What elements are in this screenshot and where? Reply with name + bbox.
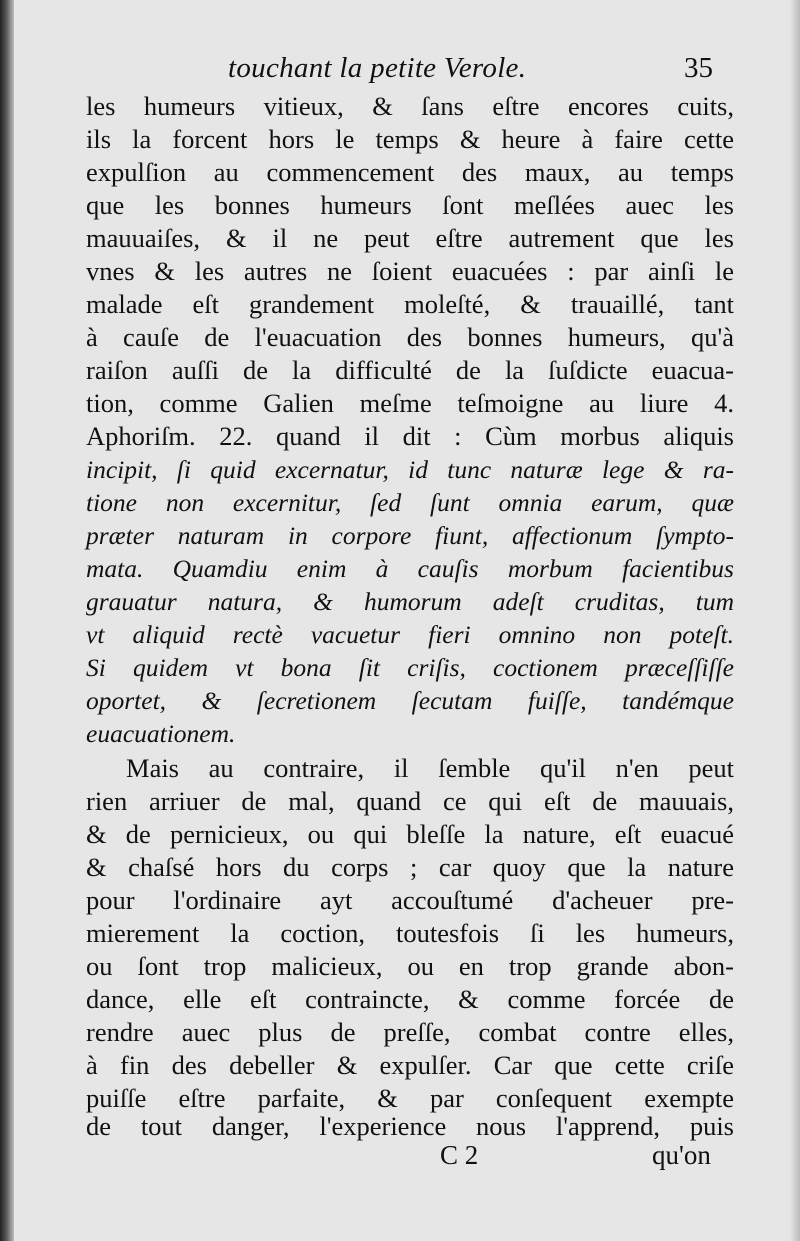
text-line: puiſſe eſtre parfaite, & par conſequent exempte	[86, 1083, 734, 1113]
text-line: rendre auec plus de preſſe, combat contre elles,	[86, 1017, 734, 1047]
latin-quote-line: euacuationem.	[86, 719, 236, 748]
page-number: 35	[684, 52, 713, 84]
text-line: à cauſe de l'euacuation des bonnes humeurs, qu'à	[86, 322, 734, 352]
latin-quote-line: oportet, & ſecretionem ſecutam fuiſſe, tandémque	[86, 686, 734, 715]
text-line: raiſon auſſi de la difficulté de la ſuſdicte euacua-	[86, 355, 734, 385]
text-line: tion, comme Galien meſme teſmoigne au liure 4.	[86, 388, 734, 418]
text-line: malade eſt grandement moleſté, & trauaillé, tant	[86, 289, 734, 319]
aphorism-line: Aphoriſm. 22. quand il dit : Cùm morbus aliquis	[86, 421, 734, 451]
signature-mark: C 2	[440, 1140, 479, 1170]
text-line: pour l'ordinaire ayt accouſtumé d'acheuer pre-	[86, 885, 734, 915]
text-line: dance, elle eſt contraincte, & comme forcée de	[86, 984, 734, 1014]
text-line: Mais au contraire, il ſemble qu'il n'en peut	[126, 753, 734, 783]
catchword: qu'on	[652, 1140, 711, 1170]
binding-gutter	[0, 0, 14, 1241]
latin-quote-line: præter naturam in corpore fiunt, affectionum ſympto-	[86, 521, 734, 550]
latin-quote-line: Si quidem vt bona ſit criſis, coctionem præceſſiſſe	[86, 653, 734, 682]
text-line: mierement la coction, toutesfois ſi les humeurs,	[86, 918, 734, 948]
text-line: ils la forcent hors le temps & heure à faire cette	[86, 124, 734, 154]
text-line: rien arriuer de mal, quand ce qui eſt de mauuais,	[86, 786, 734, 816]
latin-quote-line: grauatur natura, & humorum adeſt cruditas, tum	[86, 587, 734, 616]
text-line: & de pernicieux, ou qui bleſſe la nature, eſt euacué	[86, 819, 734, 849]
text-line: que les bonnes humeurs ſont meſlées auec les	[86, 190, 734, 220]
latin-quote-line: mata. Quamdiu enim à cauſis morbum facientibus	[86, 554, 734, 583]
latin-quote-line: tione non excernitur, ſed ſunt omnia earum, quæ	[86, 488, 734, 517]
page-edge-shadow	[790, 0, 800, 1241]
text-line: les humeurs vitieux, & ſans eſtre encores cuits,	[86, 91, 734, 121]
text-line: à fin des debeller & expulſer. Car que cette criſe	[86, 1050, 734, 1080]
text-line: expulſion au commencement des maux, au temps	[86, 157, 734, 187]
text-line: vnes & les autres ne ſoient euacuées : par ainſi le	[86, 256, 734, 286]
text-line: ou ſont trop malicieux, ou en trop grande abon-	[86, 951, 734, 981]
latin-quote-line: incipit, ſi quid excernatur, id tunc naturæ lege & ra-	[86, 455, 734, 484]
running-title: touchant la petite Verole.	[228, 52, 527, 84]
text-line: de tout danger, l'experience nous l'apprend, puis	[86, 1111, 734, 1141]
page-footer	[0, 1140, 800, 1180]
latin-quote-line: vt aliquid rectè vacuetur fieri omnino non poteſt.	[86, 620, 734, 649]
text-line: mauuaiſes, & il ne peut eſtre autrement que les	[86, 223, 734, 253]
page-header	[0, 52, 800, 92]
text-line: & chaſsé hors du corps ; car quoy que la nature	[86, 852, 734, 882]
